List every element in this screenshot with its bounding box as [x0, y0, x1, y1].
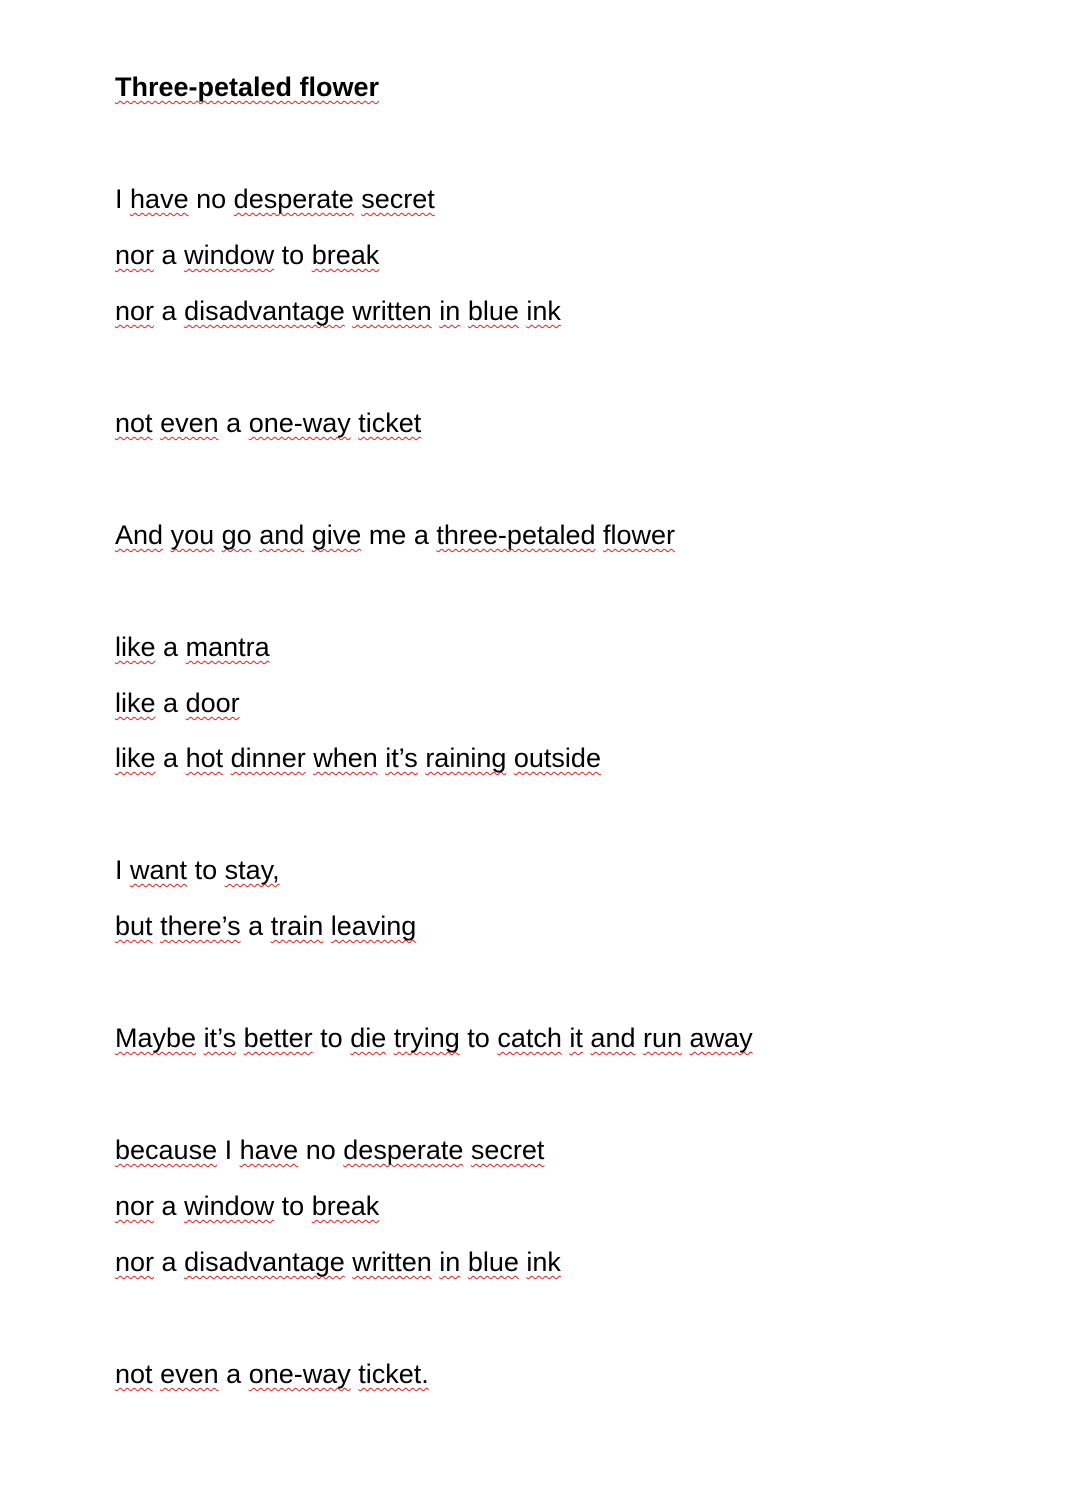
poem-line: not even a one-way ticket: [115, 408, 422, 438]
poem-line: nor a disadvantage written in blue ink: [115, 296, 561, 326]
poem-line: because I have no desperate secret: [115, 1135, 545, 1165]
poem-line: nor a disadvantage written in blue ink: [115, 1247, 561, 1277]
poem-line: I have no desperate secret: [115, 184, 435, 214]
poem-line: nor a window to break: [115, 1191, 380, 1221]
poem-line: but there’s a train leaving: [115, 911, 417, 941]
poem-line: And you go and give me a three-petaled flower: [115, 520, 676, 550]
poem-line: not even a one-way ticket.: [115, 1359, 429, 1389]
poem-line: nor a window to break: [115, 240, 380, 270]
poem-title: Three-petaled flower: [115, 72, 380, 102]
poem-line: I want to stay,: [115, 855, 280, 885]
poem-line: like a hot dinner when it’s raining outside: [115, 743, 601, 773]
poem-line: Maybe it’s better to die trying to catch it and run away: [115, 1023, 753, 1053]
poem-line: like a mantra: [115, 632, 270, 662]
poem-line: like a door: [115, 688, 240, 718]
